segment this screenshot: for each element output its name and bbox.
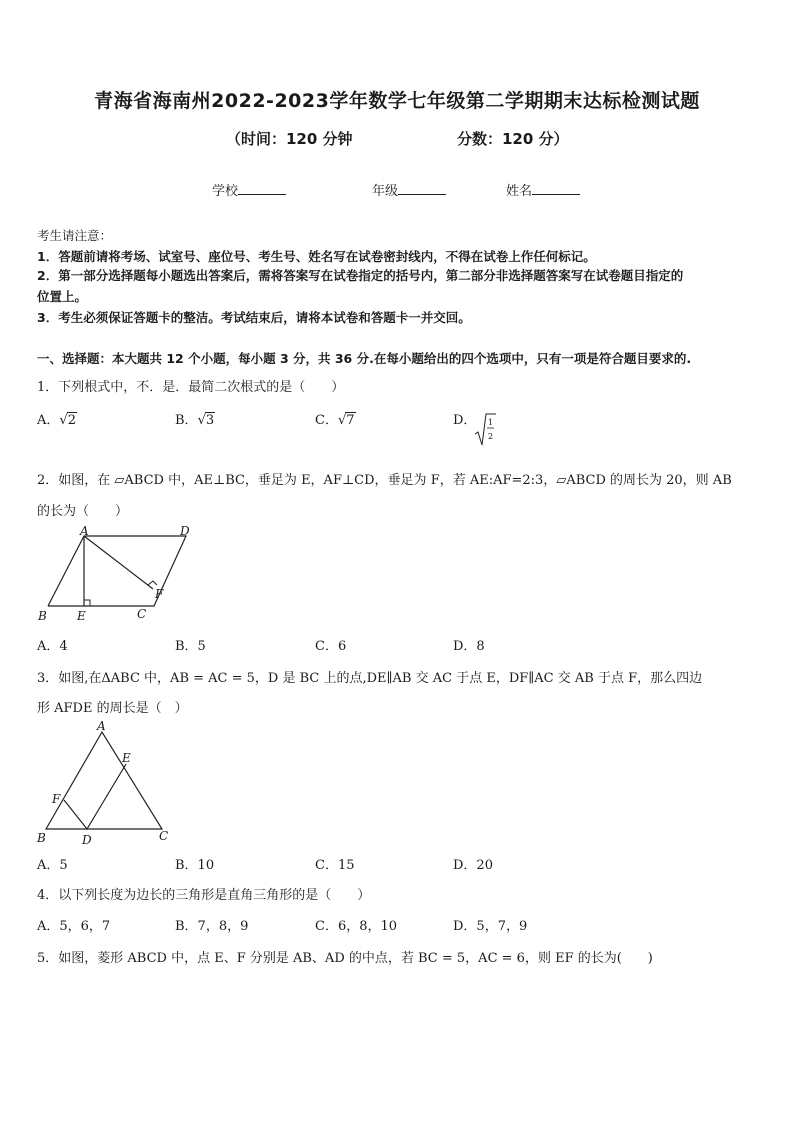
q3-triangle-figure — [34, 718, 176, 850]
q4-option-d[interactable]: D．5，7，9 — [453, 919, 528, 934]
q2-option-a[interactable]: A．4 — [37, 639, 68, 654]
label-d: D — [82, 833, 92, 847]
section-heading: 一、选择题：本大题共 12 个小题，每小题 3 分，共 36 分.在每小题给出的四个选项中，只有一项是符合题目要求的. — [37, 351, 692, 366]
grade-blank[interactable] — [398, 182, 446, 195]
q3-option-b[interactable]: B．10 — [175, 858, 215, 873]
q1-option-a[interactable]: A．√2 — [37, 413, 76, 428]
notice-heading: 考生请注意： — [37, 228, 113, 243]
q2-option-b[interactable]: B．5 — [175, 639, 206, 654]
q1-option-b[interactable]: B．√3 — [175, 413, 215, 428]
label-c: C — [159, 829, 169, 843]
q3-option-a[interactable]: A．5 — [37, 858, 68, 873]
exam-time: （时间：120 分钟 — [226, 130, 353, 148]
q2-stem-line2: 的长为（ ） — [37, 504, 129, 519]
fraction-numerator: 1 — [488, 418, 494, 427]
grade-field[interactable] — [372, 180, 446, 199]
paper-title: 青海省海南州2022-2023学年数学七年级第二学期期末达标检测试题 — [94, 90, 700, 112]
q1-option-d-radical — [474, 412, 498, 448]
label-a: A — [80, 526, 89, 538]
name-label: 姓名 — [506, 184, 533, 199]
notice-item-2: 2．第一部分选择题每小题选出答案后，需将答案写在试卷指定的括号内，第二部分非选择题答案写在试卷题目指定的 — [37, 268, 684, 283]
q2-option-c[interactable]: C．6 — [315, 639, 347, 654]
label-f: F — [155, 587, 164, 601]
q3-option-d[interactable]: D．20 — [453, 858, 493, 873]
school-blank[interactable] — [238, 182, 286, 195]
notice-item-1: 1．答题前请将考场、试室号、座位号、考生号、姓名写在试卷密封线内，不得在试卷上作任何标记。 — [37, 249, 596, 264]
label-b: B — [37, 831, 46, 845]
sqrt-icon: √ — [59, 413, 68, 428]
name-field[interactable] — [506, 180, 580, 199]
q2-parallelogram-figure — [36, 526, 196, 626]
q3-stem-line2: 形 AFDE 的周长是（ ） — [37, 701, 188, 716]
q4-stem: 4．以下列长度为边长的三角形是直角三角形的是（ ） — [37, 888, 371, 903]
q1-option-c[interactable]: C．√7 — [315, 413, 355, 428]
exam-score: 分数：120 分） — [457, 130, 569, 148]
label-e: E — [77, 609, 86, 623]
q5-stem: 5．如图，菱形 ABCD 中，点 E、F 分别是 AB、AD 的中点，若 BC = 5，AC = 6，则 EF 的长为( ) — [37, 951, 653, 966]
q2-stem-line1: 2．如图，在 ▱ABCD 中，AE⊥BC，垂足为 E，AF⊥CD，垂足为 F，若 AE:AF=2:3，▱ABCD 的周长为 20，则 AB — [37, 473, 732, 488]
sqrt-icon: √ — [337, 413, 347, 428]
label-f: F — [52, 792, 61, 806]
q4-option-b[interactable]: B．7，8，9 — [175, 919, 249, 934]
q1-option-d[interactable]: D． — [453, 413, 477, 428]
label-b: B — [38, 609, 47, 623]
q1-stem: 1．下列根式中，不．是．最简二次根式的是（ ） — [37, 380, 345, 395]
q3-stem-line1: 3．如图,在ΔABC 中，AB = AC = 5，D 是 BC 上的点,DE∥AB 交 AC 于点 E，DF∥AC 交 AB 于点 F，那么四边 — [37, 671, 703, 686]
notice-item-2-cont: 位置上。 — [37, 289, 88, 304]
label-c: C — [137, 607, 147, 621]
school-label: 学校 — [212, 184, 239, 199]
label-e: E — [122, 751, 131, 765]
fraction-denominator: 2 — [488, 432, 494, 441]
notice-item-3: 3．考生必须保证答题卡的整洁。考试结束后，请将本试卷和答题卡一并交回。 — [37, 310, 471, 325]
school-field[interactable] — [212, 180, 286, 199]
name-blank[interactable] — [532, 182, 580, 195]
q2-option-d[interactable]: D．8 — [453, 639, 485, 654]
q3-option-c[interactable]: C．15 — [315, 858, 355, 873]
sqrt-icon: √ — [197, 413, 206, 428]
label-a: A — [97, 719, 106, 733]
q4-option-c[interactable]: C．6，8，10 — [315, 919, 398, 934]
grade-label: 年级 — [372, 184, 399, 199]
q4-option-a[interactable]: A．5，6，7 — [37, 919, 111, 934]
label-d: D — [180, 526, 190, 538]
